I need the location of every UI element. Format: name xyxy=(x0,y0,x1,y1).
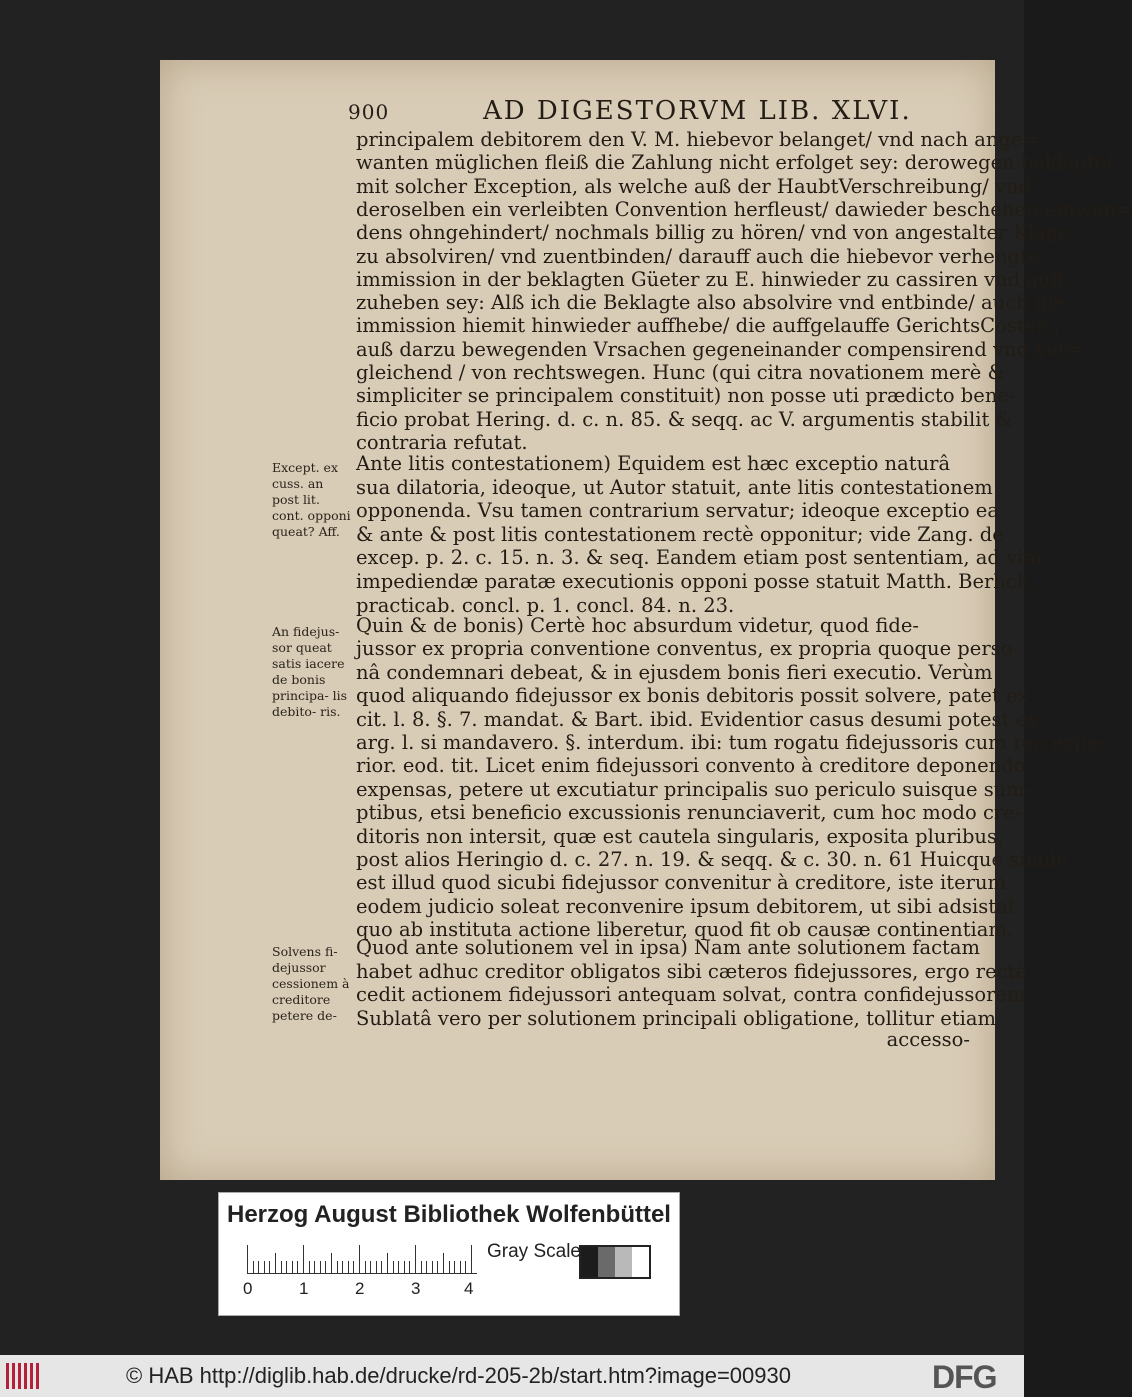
text-line: wanten müglichen fleiß die Zahlung nicht erfolget sey: derowegen beklagte/ xyxy=(356,151,1114,175)
ruler-tick xyxy=(247,1245,248,1273)
ruler-tick xyxy=(443,1253,444,1273)
ruler-tick xyxy=(342,1261,343,1273)
ruler-tick xyxy=(460,1261,461,1273)
ruler-tick xyxy=(275,1253,276,1273)
text-line: gleichend / von rechtswegen. Hunc (qui citra novationem merè & xyxy=(356,361,1005,384)
text-line: impediendæ paratæ executionis opponi posse statuit Matth. Berlich. xyxy=(356,570,1036,593)
catchword: accesso- xyxy=(886,1028,970,1051)
scale-label-2: 2 xyxy=(355,1279,365,1298)
text-line: arg. l. si mandavero. §. interdum. ibi: tum rogatu fidejussoris cum reo expe- xyxy=(356,731,1105,754)
ruler-tick xyxy=(426,1261,427,1273)
ruler-tick xyxy=(314,1261,315,1273)
text-line: ptibus, etsi beneficio excussionis renunciaverit, cum hoc modo cre- xyxy=(356,801,1022,825)
ruler-tick xyxy=(404,1261,405,1273)
margin-note-2: An fidejus- sor queat satis iacere de bonis principa- lis debito- ris. xyxy=(272,624,348,719)
scale-label-0: 0 xyxy=(243,1279,253,1298)
text-line: jussor ex propria conventione conventus, ex propria quoque perso- xyxy=(356,637,1019,661)
ruler-tick xyxy=(303,1245,304,1273)
text-line: & ante & post litis contestationem rectè opponitur; vide Zang. de xyxy=(356,522,1004,546)
color-reference-bar xyxy=(218,1192,680,1316)
text-line: quo ab instituta actione liberetur, quod fit ob causæ continentiam. xyxy=(356,918,1014,942)
text-line: simpliciter se principalem constituit) non posse uti prædicto bene- xyxy=(356,384,1016,408)
ruler-tick xyxy=(331,1253,332,1273)
ruler-tick xyxy=(437,1261,438,1273)
text-line: auß darzu bewegenden Vrsachen gegeneinander compensirend vnd ver= xyxy=(356,337,1084,361)
ruler-tick xyxy=(258,1261,259,1273)
ruler-tick xyxy=(415,1245,416,1273)
text-line: rior. eod. tit. Licet enim fidejussori convento à creditore deponendo xyxy=(356,754,1026,778)
text-line: cit. l. 8. §. 7. mandat. & Bart. ibid. Evidentior casus desumi potest ex xyxy=(356,707,1039,731)
ruler-tick xyxy=(353,1261,354,1273)
text-line: excep. p. 2. c. 15. n. 3. & seq. Eandem etiam post sententiam, ad vim xyxy=(356,546,1042,570)
text-line: immission in der beklagten Güeter zu E. hinwieder zu cassiren vnd auff xyxy=(356,267,1065,291)
gray-scale-label: Gray Scale xyxy=(487,1241,581,1262)
page-number: 900 xyxy=(348,100,390,124)
ruler-tick xyxy=(449,1261,450,1273)
text-line: eodem judicio soleat reconvenire ipsum debitorem, ut sibi adsistat xyxy=(356,894,1016,918)
ruler-tick xyxy=(393,1261,394,1273)
scale-label-3: 3 xyxy=(411,1279,421,1298)
text-line: zuheben sey: Alß ich die Beklagte also absolvire vnd entbinde/ auch die xyxy=(356,291,1066,315)
ruler-tick xyxy=(337,1261,338,1273)
margin-note-1: Except. ex cuss. an post lit. cont. opponi queat? Aff. xyxy=(272,460,351,539)
ruler-tick xyxy=(320,1261,321,1273)
text-line: Quod ante solutionem vel in ipsa) Nam ante solutionem factam xyxy=(356,936,981,959)
text-line: practicab. concl. p. 1. concl. 84. n. 23. xyxy=(356,593,735,617)
gray-scale-swatch xyxy=(579,1245,651,1279)
library-name: Herzog August Bibliothek Wolfenbüttel xyxy=(227,1201,671,1228)
ruler-tick xyxy=(348,1261,349,1273)
text-line: expensas, petere ut excutiatur principalis suo periculo suisque sum- xyxy=(356,777,1032,801)
ruler-tick xyxy=(286,1261,287,1273)
ruler-tick xyxy=(309,1261,310,1273)
ruler-tick xyxy=(381,1261,382,1273)
page-header xyxy=(348,96,968,130)
dfg-logo: DFG xyxy=(932,1359,997,1395)
ruler-tick xyxy=(292,1261,293,1273)
text-line: mit solcher Exception, als welche auß der HaubtVerschreibung/ vnd xyxy=(356,174,1032,198)
ruler-tick xyxy=(409,1261,410,1273)
scale-label-4: 4 xyxy=(464,1279,474,1298)
text-line: ditoris non intersit, quæ est cautela singularis, exposita pluribus, xyxy=(356,824,1004,848)
text-line: dens ohngehindert/ nochmals billig zu hören/ vnd von angestalter Klage xyxy=(356,221,1070,245)
ruler-tick xyxy=(454,1261,455,1273)
text-line: Quin & de bonis) Certè hoc absurdum videtur, quod fide- xyxy=(356,614,919,637)
ruler-tick xyxy=(471,1245,472,1273)
text-line: nâ condemnari debeat, & in ejusdem bonis fieri executio. Verùm xyxy=(356,660,993,684)
ruler-tick xyxy=(359,1245,360,1273)
ruler-tick xyxy=(325,1261,326,1273)
hab-logo-icon xyxy=(6,1363,42,1389)
text-line: principalem debitorem den V. M. hiebevor belanget/ vnd nach ange= xyxy=(356,128,1039,151)
ruler-tick xyxy=(432,1261,433,1273)
ruler-tick xyxy=(465,1261,466,1273)
margin-note-3: Solvens fi- dejussor cessionem à creditore petere de- xyxy=(272,944,350,1023)
footer-bar xyxy=(0,1355,1024,1397)
scale-ruler xyxy=(247,1245,477,1274)
text-line: cedit actionem fidejussori antequam solvat, contra confidejussorem. xyxy=(356,983,1032,1006)
ruler-tick xyxy=(264,1261,265,1273)
scale-label-1: 1 xyxy=(299,1279,309,1298)
text-line: ficio probat Hering. d. c. n. 85. & seqq. ac V. argumentis stabilit & xyxy=(356,407,1013,431)
ruler-tick xyxy=(365,1261,366,1273)
ruler-tick xyxy=(297,1261,298,1273)
text-line: post alios Heringio d. c. 27. n. 19. & seqq. & c. 30. n. 61 Huicque simile xyxy=(356,848,1068,871)
text-line: opponenda. Vsu tamen contrarium servatur; ideoque exceptio ea xyxy=(356,499,999,523)
ruler-tick xyxy=(269,1261,270,1273)
text-line: Sublatâ vero per solutionem principali obligatione, tollitur etiam xyxy=(356,1006,997,1030)
ruler-tick xyxy=(387,1253,388,1273)
text-line: zu absolviren/ vnd zuentbinden/ darauff auch die hiebevor verhengte xyxy=(356,244,1040,268)
text-line: sua dilatoria, ideoque, ut Autor statuit, ante litis contestationem xyxy=(356,475,993,499)
text-line: deroselben ein verleibten Convention herfleust/ dawieder beschehen einwen= xyxy=(356,197,1132,221)
ruler-tick xyxy=(398,1261,399,1273)
text-line: immission hiemit hinwieder auffhebe/ die auffgelauffe GerichtsCosten / xyxy=(356,314,1062,338)
text-line: contraria refutat. xyxy=(356,430,528,454)
ruler-tick xyxy=(253,1261,254,1273)
text-line: quod aliquando fidejussor ex bonis debitoris possit solvere, patet ex xyxy=(356,684,1029,708)
text-line: Ante litis contestationem) Equidem est hæc exceptio naturâ xyxy=(356,452,951,475)
running-head: AD DIGESTORVM LIB. XLVI. xyxy=(483,96,912,126)
ruler-tick xyxy=(370,1261,371,1273)
ruler-tick xyxy=(281,1261,282,1273)
text-line: habet adhuc creditor obligatos sibi cæteros fidejussores, ergo rectè xyxy=(356,959,1027,983)
ruler-tick xyxy=(376,1261,377,1273)
ruler-tick xyxy=(421,1261,422,1273)
text-line: est illud quod sicubi fidejussor convenitur à creditore, iste iterum xyxy=(356,871,1006,895)
citation-link[interactable]: © HAB http://diglib.hab.de/drucke/rd-205-2b/start.htm?image=00930 xyxy=(126,1363,791,1388)
